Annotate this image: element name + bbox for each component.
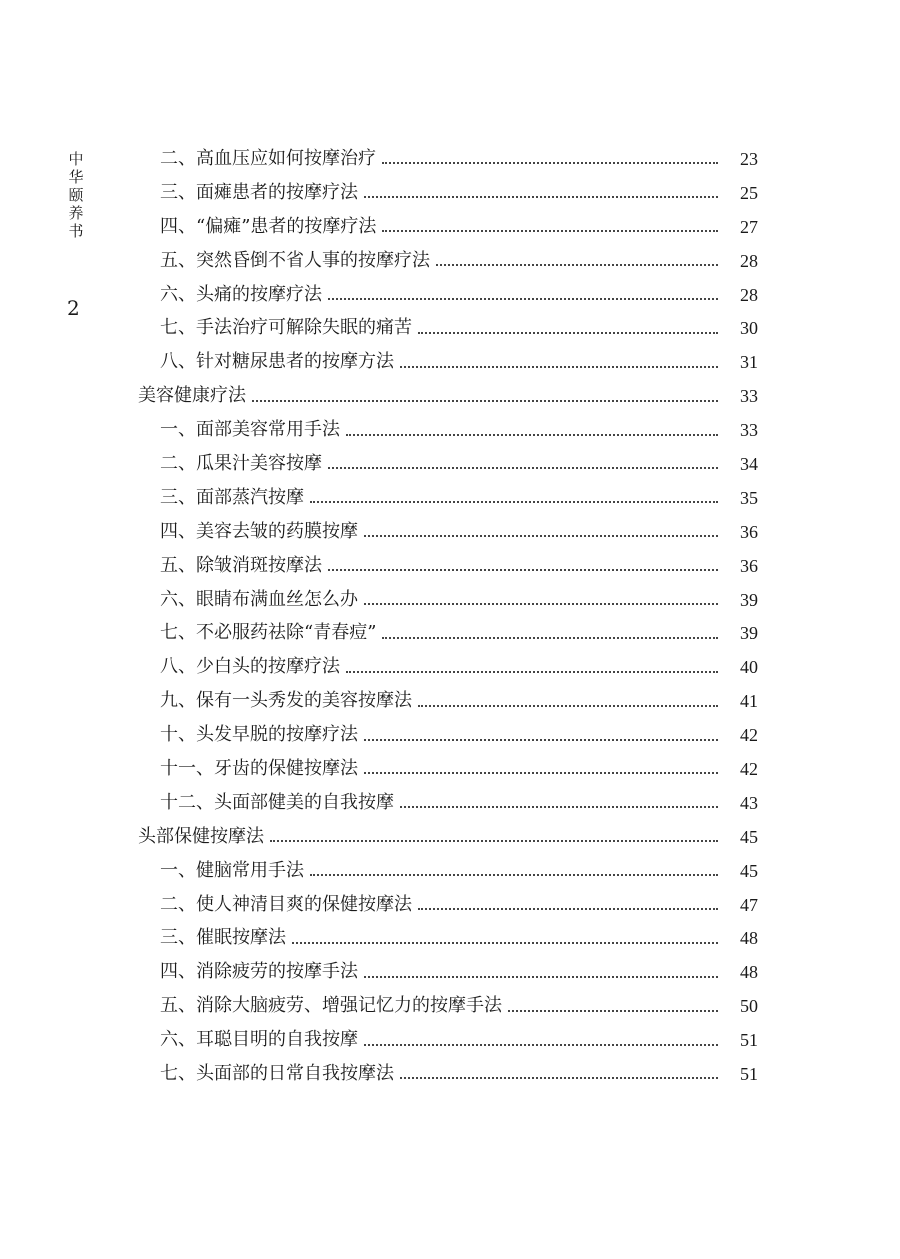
dot-leader (364, 771, 718, 774)
toc-entry[interactable] (138, 888, 758, 922)
toc-entry-title: 四、美容去皱的药膜按摩 (160, 520, 358, 542)
toc-entry[interactable] (138, 650, 758, 684)
toc-entry-title: 二、使人神清目爽的保健按摩法 (160, 893, 412, 915)
toc-entry[interactable] (138, 684, 758, 718)
toc-section-heading[interactable] (138, 379, 758, 413)
dot-leader (328, 297, 718, 300)
toc-entry-page: 40 (740, 657, 758, 678)
dot-leader (364, 534, 718, 537)
toc-entry[interactable] (138, 515, 758, 549)
toc-entry[interactable] (138, 278, 758, 312)
toc-entry-page: 31 (740, 352, 758, 373)
toc-entry-title: 三、催眠按摩法 (160, 927, 286, 949)
dot-leader (364, 1043, 718, 1046)
dot-leader (436, 263, 718, 266)
dot-leader (364, 738, 718, 741)
toc-entry[interactable] (138, 752, 758, 786)
toc-entry[interactable] (138, 481, 758, 515)
dot-leader (508, 1009, 718, 1012)
toc-entry[interactable] (138, 955, 758, 989)
toc-entry-title: 六、耳聪目明的自我按摩 (160, 1029, 358, 1051)
toc-entry-title: 五、突然昏倒不省人事的按摩疗法 (160, 249, 430, 271)
toc-entry-title: 三、面部蒸汽按摩 (160, 486, 304, 508)
toc-entry-page: 51 (740, 1030, 758, 1051)
toc-entry-page: 27 (740, 216, 758, 237)
toc-entry[interactable] (138, 244, 758, 278)
dot-leader (400, 805, 718, 808)
dot-leader (382, 161, 718, 164)
toc-entry-title: 三、面瘫患者的按摩疗法 (160, 181, 358, 203)
toc-entry-page: 36 (740, 555, 758, 576)
dot-leader (310, 873, 718, 876)
dot-leader (252, 399, 718, 402)
toc-entry-title: 七、手法治疗可解除失眠的痛苦 (160, 317, 412, 339)
toc-entry-title: 八、少白头的按摩疗法 (160, 656, 340, 678)
toc-entry-page: 45 (740, 826, 758, 847)
toc-entry[interactable] (138, 345, 758, 379)
dot-leader (328, 466, 718, 469)
dot-leader (346, 670, 718, 673)
dot-leader (418, 331, 718, 334)
toc-entry[interactable] (138, 989, 758, 1023)
toc-entry-page: 47 (740, 894, 758, 915)
toc-entry-title: 五、消除大脑疲劳、增强记忆力的按摩手法 (160, 995, 502, 1017)
toc-entry-page: 28 (740, 250, 758, 271)
dot-leader (400, 365, 718, 368)
toc-entry-title: 一、面部美容常用手法 (160, 419, 340, 441)
toc-entry-page: 34 (740, 453, 758, 474)
toc-entry-page: 48 (740, 962, 758, 983)
dot-leader (364, 195, 718, 198)
toc-entry-page: 45 (740, 860, 758, 881)
toc-entry-title: 二、瓜果汁美容按摩 (160, 452, 322, 474)
dot-leader (328, 568, 718, 571)
toc-entry[interactable] (138, 413, 758, 447)
toc-entry-title: 十、头发早脱的按摩疗法 (160, 724, 358, 746)
toc-entry-title: 美容健康疗法 (138, 385, 246, 407)
toc-entry-page: 43 (740, 792, 758, 813)
toc-entry-page: 42 (740, 758, 758, 779)
book-series-title: 中华颐养书 (68, 150, 84, 240)
toc-entry[interactable] (138, 921, 758, 955)
toc-entry-title: 八、针对糖尿患者的按摩方法 (160, 351, 394, 373)
toc-entry-title: 一、健脑常用手法 (160, 859, 304, 881)
toc-entry[interactable] (138, 583, 758, 617)
table-of-contents (138, 142, 758, 1091)
dot-leader (270, 839, 718, 842)
toc-entry-title: 十二、头面部健美的自我按摩 (160, 791, 394, 813)
page-number: 2 (67, 296, 80, 320)
dot-leader (364, 602, 718, 605)
toc-entry-page: 50 (740, 996, 758, 1017)
toc-entry[interactable] (138, 142, 758, 176)
dot-leader (364, 975, 718, 978)
toc-entry[interactable] (138, 210, 758, 244)
toc-entry[interactable] (138, 1023, 758, 1057)
toc-entry-title: 头部保健按摩法 (138, 825, 264, 847)
toc-entry-page: 33 (740, 386, 758, 407)
toc-entry-title: 十一、牙齿的保健按摩法 (160, 757, 358, 779)
toc-entry-page: 48 (740, 928, 758, 949)
dot-leader (310, 500, 718, 503)
toc-entry-page: 39 (740, 589, 758, 610)
toc-entry[interactable] (138, 176, 758, 210)
dot-leader (418, 704, 718, 707)
toc-entry-title: 七、头面部的日常自我按摩法 (160, 1062, 394, 1084)
toc-entry-title: 六、眼睛布满血丝怎么办 (160, 588, 358, 610)
toc-entry-title: 二、高血压应如何按摩治疗 (160, 147, 376, 169)
toc-section-heading[interactable] (138, 820, 758, 854)
dot-leader (400, 1076, 718, 1079)
toc-entry[interactable] (138, 447, 758, 481)
toc-entry-page: 41 (740, 691, 758, 712)
toc-entry[interactable] (138, 616, 758, 650)
dot-leader (418, 907, 718, 910)
toc-entry-page: 25 (740, 182, 758, 203)
toc-entry-title: 四、消除疲劳的按摩手法 (160, 961, 358, 983)
toc-entry-page: 36 (740, 521, 758, 542)
dot-leader (346, 433, 718, 436)
toc-entry-title: 七、不必服药祛除“青春痘” (160, 622, 377, 644)
toc-entry[interactable] (138, 854, 758, 888)
dot-leader (382, 229, 718, 232)
toc-entry-page: 23 (740, 148, 758, 169)
toc-entry-title: 四、“偏瘫”患者的按摩疗法 (160, 215, 377, 237)
toc-entry-page: 33 (740, 420, 758, 441)
toc-entry[interactable] (138, 786, 758, 820)
dot-leader (382, 636, 718, 639)
toc-entry-page: 35 (740, 487, 758, 508)
toc-entry-page: 51 (740, 1063, 758, 1084)
toc-entry-title: 五、除皱消斑按摩法 (160, 554, 322, 576)
toc-entry-title: 六、头痛的按摩疗法 (160, 283, 322, 305)
toc-entry-page: 30 (740, 318, 758, 339)
toc-entry[interactable] (138, 311, 758, 345)
toc-entry[interactable] (138, 1057, 758, 1091)
toc-entry-title: 九、保有一头秀发的美容按摩法 (160, 690, 412, 712)
toc-entry[interactable] (138, 718, 758, 752)
toc-entry[interactable] (138, 549, 758, 583)
dot-leader (292, 941, 718, 944)
toc-entry-page: 39 (740, 623, 758, 644)
toc-entry-page: 42 (740, 725, 758, 746)
toc-entry-page: 28 (740, 284, 758, 305)
